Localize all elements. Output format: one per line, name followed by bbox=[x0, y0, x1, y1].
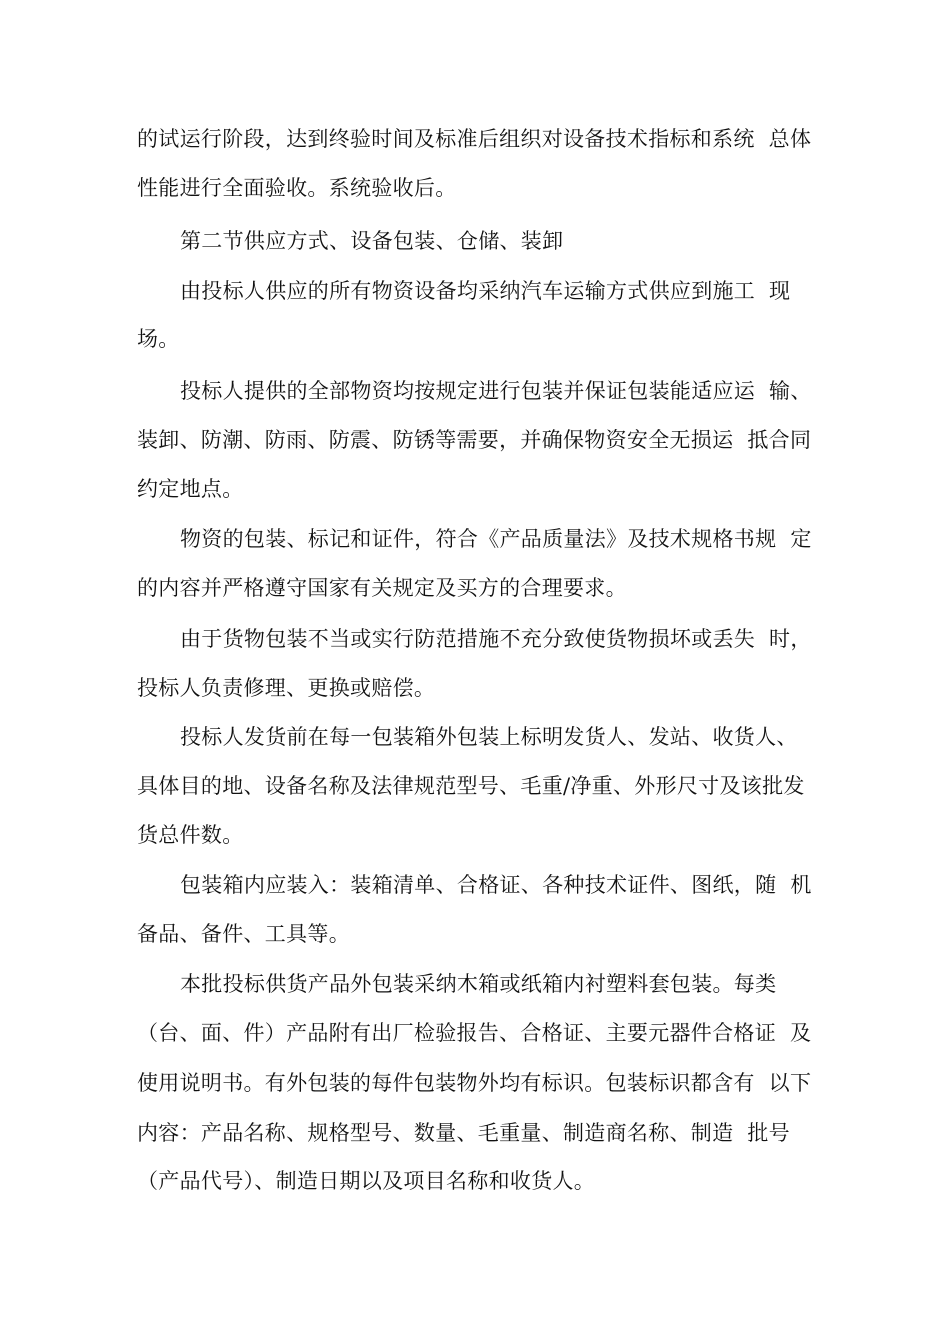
text-line-1: 的试运行阶段，达到终验时间及标准后组织对设备技术指标和系统 总体 bbox=[137, 127, 812, 151]
text-line-19: （台、面、件）产品附有出厂检验报告、合格证、主要元器件合格证 及 bbox=[137, 1021, 812, 1045]
text-line-9: 物资的包装、标记和证件，符合《产品质量法》及技术规格书规 定 bbox=[180, 527, 812, 551]
text-line-13: 投标人发货前在每一包装箱外包装上标明发货人、发站、收货人、 bbox=[180, 725, 798, 749]
section-heading: 第二节供应方式、设备包装、仓储、装卸 bbox=[180, 229, 564, 253]
text-line-5: 场。 bbox=[137, 327, 180, 351]
text-line-11: 由于货物包装不当或实行防范措施不充分致使货物损坏或丢失 时， bbox=[180, 627, 812, 651]
text-line-12: 投标人负责修理、更换或赔偿。 bbox=[137, 676, 436, 700]
text-line-10: 的内容并严格遵守国家有关规定及买方的合理要求。 bbox=[137, 576, 627, 600]
text-line-17: 备品、备件、工具等。 bbox=[137, 922, 350, 946]
text-line-22: （产品代号）、制造日期以及项目名称和收货人。 bbox=[137, 1169, 596, 1193]
text-line-16: 包装箱内应装入：装箱清单、合格证、各种技术证件、图纸，随 机 bbox=[180, 873, 812, 897]
text-line-2: 性能进行全面验收。系统验收后。 bbox=[137, 176, 457, 200]
text-line-6: 投标人提供的全部物资均按规定进行包装并保证包装能适应运 输、 bbox=[180, 379, 812, 403]
text-line-8: 约定地点。 bbox=[137, 477, 244, 501]
text-line-14: 具体目的地、设备名称及法律规范型号、毛重/净重、外形尺寸及该批发 bbox=[137, 774, 805, 798]
text-line-15: 货总件数。 bbox=[137, 823, 244, 847]
text-line-4: 由投标人供应的所有物资设备均采纳汽车运输方式供应到施工 现 bbox=[180, 279, 791, 303]
text-line-18: 本批投标供货产品外包装采纳木箱或纸箱内衬塑料套包装。每类 bbox=[180, 972, 777, 996]
text-line-7: 装卸、防潮、防雨、防震、防锈等需要，并确保物资安全无损运 抵合同 bbox=[137, 428, 812, 452]
text-line-21: 内容：产品名称、规格型号、数量、毛重量、制造商名称、制造 批号 bbox=[137, 1121, 790, 1145]
text-line-20: 使用说明书。有外包装的每件包装物外均有标识。包装标识都含有 以下 bbox=[137, 1071, 812, 1095]
